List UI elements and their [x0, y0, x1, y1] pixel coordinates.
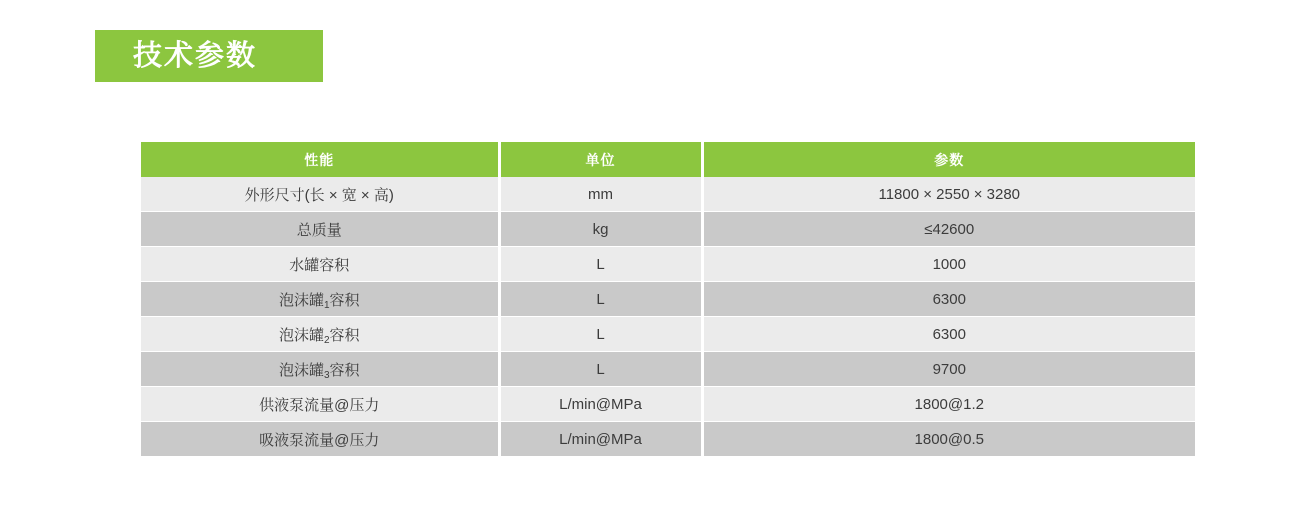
cell-value: 1800@1.2	[702, 387, 1195, 422]
cell-performance	[141, 352, 499, 387]
table-row	[141, 282, 1195, 317]
cell-performance-tail: 容积	[329, 326, 360, 344]
cell-unit: L/min@MPa	[499, 422, 702, 457]
table-row	[141, 352, 1195, 387]
cell-value: 1000	[702, 247, 1195, 282]
table-header-row	[141, 142, 1195, 177]
table-body	[141, 177, 1195, 457]
cell-performance-tail: 容积	[329, 291, 360, 309]
table-row	[141, 317, 1195, 352]
cell-unit: L/min@MPa	[499, 387, 702, 422]
cell-performance	[141, 282, 499, 317]
cell-unit: L	[499, 352, 702, 387]
cell-performance	[141, 317, 499, 352]
cell-performance: 水罐容积	[141, 247, 499, 282]
cell-performance: 外形尺寸(长 × 宽 × 高)	[141, 177, 499, 212]
cell-unit: L	[499, 247, 702, 282]
cell-value: ≤42600	[702, 212, 1195, 247]
cell-performance-subscript: 2	[323, 334, 330, 346]
cell-unit: mm	[499, 177, 702, 212]
cell-performance: 总质量	[141, 212, 499, 247]
cell-value: 11800 × 2550 × 3280	[702, 177, 1195, 212]
table-row	[141, 387, 1195, 422]
cell-performance-main: 泡沫罐	[278, 326, 324, 344]
cell-performance: 吸液泵流量@压力	[141, 422, 499, 457]
technical-parameters-table	[141, 142, 1195, 457]
cell-performance-subscript: 3	[323, 369, 330, 381]
table-row	[141, 177, 1195, 212]
cell-performance: 供液泵流量@压力	[141, 387, 499, 422]
table-row	[141, 247, 1195, 282]
cell-performance-tail: 容积	[329, 361, 360, 379]
table-row	[141, 212, 1195, 247]
cell-unit: kg	[499, 212, 702, 247]
table-header	[141, 142, 1195, 177]
cell-value: 1800@0.5	[702, 422, 1195, 457]
table-row	[141, 422, 1195, 457]
section-title-banner	[95, 30, 323, 82]
cell-performance-main: 泡沫罐	[278, 361, 324, 379]
cell-performance-subscript: 1	[323, 299, 330, 311]
cell-value: 6300	[702, 282, 1195, 317]
cell-value: 9700	[702, 352, 1195, 387]
cell-performance-main: 泡沫罐	[278, 291, 324, 309]
page-title: 技术参数	[133, 39, 258, 72]
cell-unit: L	[499, 317, 702, 352]
column-header-performance: 性能	[141, 142, 499, 177]
cell-value: 6300	[702, 317, 1195, 352]
column-header-value: 参数	[702, 142, 1195, 177]
column-header-unit: 单位	[499, 142, 702, 177]
cell-unit: L	[499, 282, 702, 317]
